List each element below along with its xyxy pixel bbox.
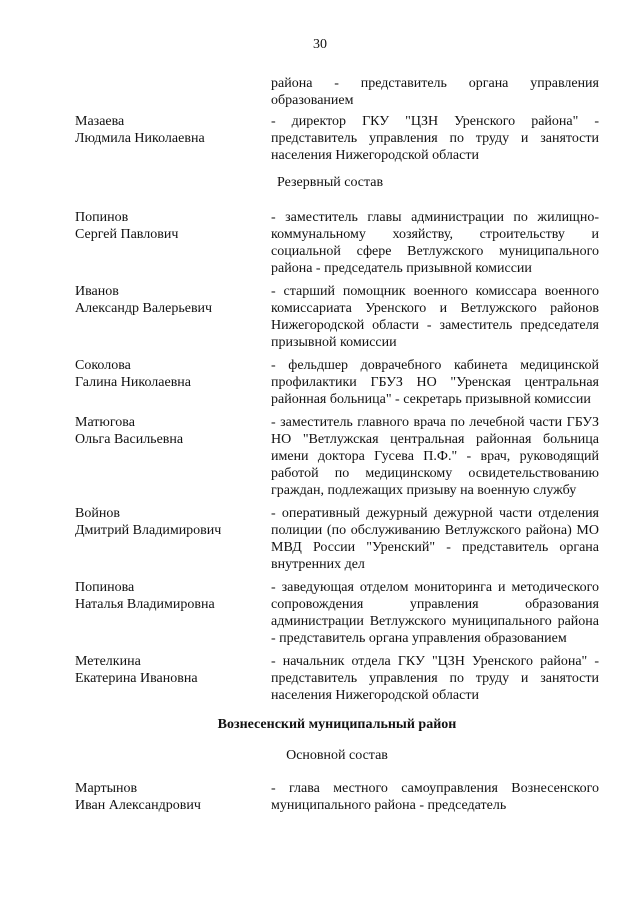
member-name: Иванов Александр Валерьевич [75,284,213,316]
member-name: Мазаева Людмила Николаевна [75,114,205,146]
member-name: Метелкина Екатерина Ивановна [75,654,198,686]
member-description: - заведующая отделом мониторинга и методического сопровождения управления образования администрации Ветлужского муниципального района - представитель органа управления образованием [271,580,599,646]
member-name: Попинова Наталья Владимировна [75,580,215,612]
commission-list [75,75,599,820]
member-row [75,505,599,573]
continuation-row [75,75,599,109]
district-title: Вознесенский муниципальный район [217,717,457,732]
member-description: - заместитель главы администрации по жилищно-коммунальному хозяйству, строительству и социальной сфере Ветлужского муниципального района - председатель призывной комиссии [271,210,599,276]
member-row [75,283,599,351]
member-name: Соколова Галина Николаевна [75,358,192,390]
member-description: - директор ГКУ "ЦЗН Уренского района" - представитель управления по труду и занятости населения Нижегородской области [271,114,599,163]
member-row [75,653,599,704]
member-description: - глава местного самоуправления Вознесенского муниципального района - председатель [271,781,599,813]
reserve-section-title: Резервный состав [277,175,384,190]
member-row [75,414,599,499]
member-description: - старший помощник военного комиссара военного комиссариата Уренского и Ветлужского районов Нижегородской области - заместитель председателя призывной комиссии [271,284,599,350]
member-name: Мартынов Иван Александрович [75,781,201,813]
member-description: - начальник отдела ГКУ "ЦЗН Уренского района" - представитель управления по труду и занятости населения Нижегородской области [271,654,599,703]
member-description: - фельдшер доврачебного кабинета медицинской профилактики ГБУЗ НО "Уренская центральная районная больница" - секретарь призывной комиссии [271,358,599,407]
main-section-title: Основной состав [286,748,388,763]
member-row [75,113,599,164]
member-description: - заместитель главного врача по лечебной части ГБУЗ НО "Ветлужская центральная районная больница имени доктора Гусева П.Ф." - врач, руководящий работой по медицинскому освидетельствованию граждан, подлежащих призыву на военную службу [271,415,599,498]
member-description: - оперативный дежурный дежурной части отделения полиции (по обслуживанию Ветлужского района) МО МВД России "Уренский" - представитель органа внутренних дел [271,506,599,572]
member-name: Войнов Дмитрий Владимирович [75,506,222,538]
member-row [75,357,599,408]
member-name: Попинов Сергей Павлович [75,210,179,242]
member-row [75,579,599,647]
page-number: 30 [313,37,327,52]
member-row [75,209,599,277]
member-name: Матюгова Ольга Васильевна [75,415,184,447]
member-row [75,780,599,814]
member-description: района - представитель органа управления образованием [271,76,599,108]
